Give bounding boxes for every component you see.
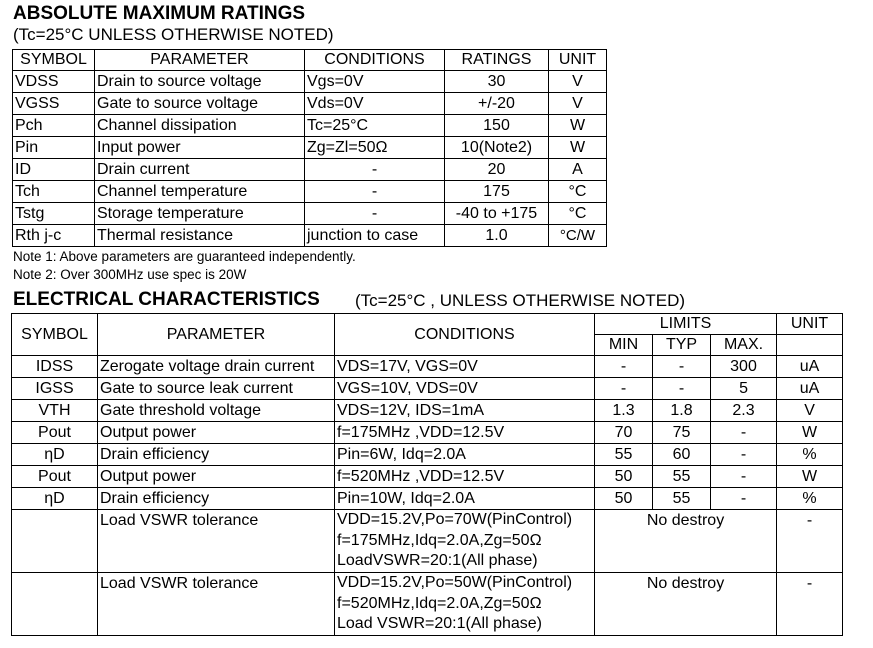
ec-symbol: Pout [12, 422, 98, 444]
ec-typ: 55 [653, 466, 711, 488]
ec-unit: % [777, 488, 843, 510]
amr-rating: -40 to +175 [445, 203, 549, 225]
ec-parameter: Gate threshold voltage [98, 400, 335, 422]
amr-symbol: Tstg [13, 203, 95, 225]
amr-symbol: VDSS [13, 71, 95, 93]
ec-symbol: IDSS [12, 356, 98, 378]
ec-vswr-limits: No destroy [595, 510, 777, 573]
amr-header-conditions: CONDITIONS [305, 50, 445, 71]
ec-vswr-parameter: Load VSWR tolerance [98, 573, 335, 636]
ec-unit: W [777, 422, 843, 444]
amr-header-symbol: SYMBOL [13, 50, 95, 71]
ec-unit: W [777, 466, 843, 488]
ec-header-unit: UNIT [777, 314, 843, 335]
ec-conditions: f=175MHz ,VDD=12.5V [335, 422, 595, 444]
ec-vswr-row [12, 510, 843, 573]
ec-unit: V [777, 400, 843, 422]
ec-min: 1.3 [595, 400, 653, 422]
ec-symbol: ηD [12, 444, 98, 466]
amr-title: ABSOLUTE MAXIMUM RATINGS [13, 3, 306, 24]
ec-header-min: MIN [595, 335, 653, 356]
ec-symbol: Pout [12, 466, 98, 488]
amr-rating: 10(Note2) [445, 137, 549, 159]
ec-max: 300 [711, 356, 777, 378]
amr-row [13, 203, 607, 225]
ec-row [12, 488, 843, 510]
amr-conditions: junction to case [305, 225, 445, 247]
amr-symbol: Pin [13, 137, 95, 159]
amr-row [13, 71, 607, 93]
amr-header-unit: UNIT [549, 50, 607, 71]
ec-vswr-condition-line: f=520MHz,Idq=2.0A,Zg=50Ω [337, 594, 542, 612]
amr-symbol: Tch [13, 181, 95, 203]
ec-vswr-condition-line: LoadVSWR=20:1(All phase) [337, 552, 538, 570]
ec-vswr-conditions [335, 510, 595, 573]
ec-typ: 55 [653, 488, 711, 510]
ec-max: 5 [711, 378, 777, 400]
ec-row [12, 400, 843, 422]
amr-row [13, 181, 607, 203]
ec-conditions: VGS=10V, VDS=0V [335, 378, 595, 400]
amr-row [13, 137, 607, 159]
ec-typ: - [653, 378, 711, 400]
ec-conditions: VDS=12V, IDS=1mA [335, 400, 595, 422]
amr-row [13, 115, 607, 137]
amr-parameter: Gate to source voltage [95, 93, 305, 115]
ec-unit: uA [777, 378, 843, 400]
ec-vswr-symbol [12, 573, 98, 636]
ec-typ: 1.8 [653, 400, 711, 422]
amr-note-1: Note 1: Above parameters are guaranteed independently. [13, 249, 356, 264]
ec-min: 50 [595, 488, 653, 510]
ec-unit: % [777, 444, 843, 466]
ec-header-limits: LIMITS [595, 314, 777, 335]
ec-vswr-row [12, 573, 843, 636]
amr-parameter: Input power [95, 137, 305, 159]
amr-symbol: Pch [13, 115, 95, 137]
amr-header-ratings: RATINGS [445, 50, 549, 71]
ec-unit: uA [777, 356, 843, 378]
amr-rating: 20 [445, 159, 549, 181]
amr-rating: 175 [445, 181, 549, 203]
ec-vswr-condition-line: VDD=15.2V,Po=70W(PinControl) [337, 511, 573, 528]
amr-conditions: - [305, 159, 445, 181]
amr-subtitle: (Tc=25°C UNLESS OTHERWISE NOTED) [13, 25, 334, 44]
ec-min: - [595, 356, 653, 378]
ec-symbol: ηD [12, 488, 98, 510]
ec-typ: 60 [653, 444, 711, 466]
amr-rating: 150 [445, 115, 549, 137]
ec-parameter: Drain efficiency [98, 488, 335, 510]
ec-row [12, 422, 843, 444]
amr-unit: °C [549, 181, 607, 203]
amr-parameter: Storage temperature [95, 203, 305, 225]
ec-row [12, 444, 843, 466]
amr-unit: V [549, 71, 607, 93]
amr-header-row [13, 50, 607, 71]
ec-symbol: IGSS [12, 378, 98, 400]
amr-note-2: Note 2: Over 300MHz use spec is 20W [13, 267, 247, 282]
ec-parameter: Gate to source leak current [98, 378, 335, 400]
ec-typ: 75 [653, 422, 711, 444]
amr-parameter: Drain to source voltage [95, 71, 305, 93]
ec-subtitle: (Tc=25°C , UNLESS OTHERWISE NOTED) [355, 291, 686, 310]
amr-conditions: Vds=0V [305, 93, 445, 115]
ec-min: 70 [595, 422, 653, 444]
ec-parameter: Output power [98, 466, 335, 488]
ec-conditions: f=520MHz ,VDD=12.5V [335, 466, 595, 488]
ec-max: - [711, 422, 777, 444]
ec-vswr-condition-line: VDD=15.2V,Po=50W(PinControl) [337, 574, 573, 592]
ec-max: - [711, 466, 777, 488]
ec-vswr-unit: - [777, 510, 843, 573]
amr-table [12, 49, 607, 247]
ec-header-typ: TYP [653, 335, 711, 356]
ec-typ: - [653, 356, 711, 378]
ec-max: - [711, 488, 777, 510]
ec-header-conditions: CONDITIONS [335, 314, 595, 356]
amr-symbol: ID [13, 159, 95, 181]
ec-header-row-1 [12, 314, 843, 335]
ec-vswr-limits: No destroy [595, 573, 777, 636]
ec-vswr-symbol [12, 510, 98, 573]
ec-conditions: VDS=17V, VGS=0V [335, 356, 595, 378]
ec-max: - [711, 444, 777, 466]
ec-vswr-unit: - [777, 573, 843, 636]
amr-parameter: Thermal resistance [95, 225, 305, 247]
amr-row [13, 225, 607, 247]
amr-unit: °C/W [549, 225, 607, 247]
amr-rating: 30 [445, 71, 549, 93]
amr-conditions: - [305, 181, 445, 203]
ec-parameter: Zerogate voltage drain current [98, 356, 335, 378]
amr-rating: 1.0 [445, 225, 549, 247]
ec-row [12, 466, 843, 488]
ec-min: - [595, 378, 653, 400]
amr-unit: A [549, 159, 607, 181]
amr-conditions: Zg=Zl=50Ω [305, 137, 445, 159]
ec-parameter: Output power [98, 422, 335, 444]
ec-row [12, 378, 843, 400]
ec-header-parameter: PARAMETER [98, 314, 335, 356]
ec-header-unit-blank [777, 335, 843, 356]
ec-vswr-parameter: Load VSWR tolerance [98, 510, 335, 573]
amr-unit: W [549, 115, 607, 137]
ec-parameter: Drain efficiency [98, 444, 335, 466]
amr-row [13, 93, 607, 115]
amr-unit: V [549, 93, 607, 115]
amr-unit: W [549, 137, 607, 159]
ec-max: 2.3 [711, 400, 777, 422]
amr-parameter: Channel dissipation [95, 115, 305, 137]
amr-symbol: Rth j-c [13, 225, 95, 247]
ec-min: 55 [595, 444, 653, 466]
ec-table [11, 313, 843, 636]
amr-conditions: Tc=25°C [305, 115, 445, 137]
ec-vswr-condition-line: Load VSWR=20:1(All phase) [337, 615, 542, 633]
amr-row [13, 159, 607, 181]
ec-conditions: Pin=10W, Idq=2.0A [335, 488, 595, 510]
ec-vswr-condition-line: f=175MHz,Idq=2.0A,Zg=50Ω [337, 531, 542, 549]
amr-rating: +/-20 [445, 93, 549, 115]
ec-header-max: MAX. [711, 335, 777, 356]
amr-conditions: Vgs=0V [305, 71, 445, 93]
ec-conditions: Pin=6W, Idq=2.0A [335, 444, 595, 466]
ec-min: 50 [595, 466, 653, 488]
amr-unit: °C [549, 203, 607, 225]
amr-parameter: Channel temperature [95, 181, 305, 203]
ec-symbol: VTH [12, 400, 98, 422]
amr-symbol: VGSS [13, 93, 95, 115]
ec-vswr-conditions [335, 573, 595, 636]
ec-row [12, 356, 843, 378]
amr-parameter: Drain current [95, 159, 305, 181]
amr-conditions: - [305, 203, 445, 225]
amr-header-parameter: PARAMETER [95, 50, 305, 71]
ec-header-symbol: SYMBOL [12, 314, 98, 356]
ec-title: ELECTRICAL CHARACTERISTICS [13, 289, 320, 310]
